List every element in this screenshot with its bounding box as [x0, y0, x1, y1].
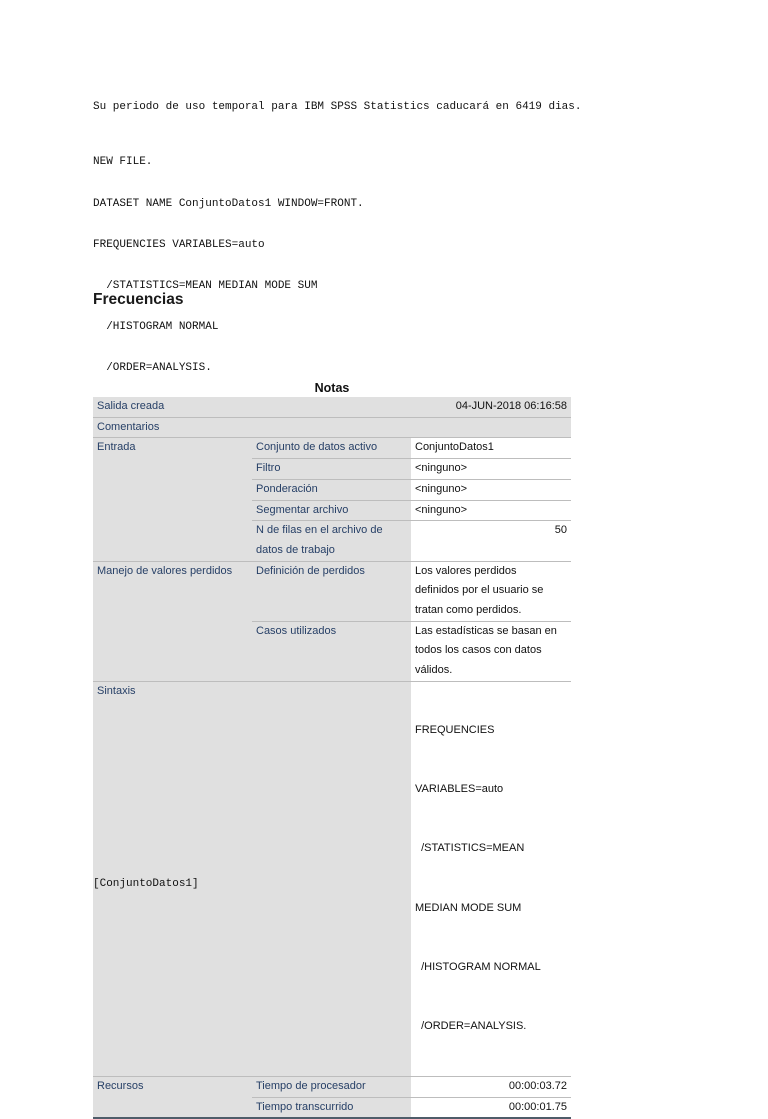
empty-cell	[93, 500, 252, 521]
sub-label-line: datos de trabajo	[256, 543, 335, 556]
table-row	[93, 561, 571, 621]
cell-value: <ninguno>	[411, 459, 571, 480]
empty-cell	[93, 1097, 252, 1118]
value-line: VARIABLES=auto	[415, 783, 504, 796]
row-label: Sintaxis	[93, 681, 252, 1076]
row-label: Comentarios	[93, 417, 252, 438]
section-title: Frecuencias	[93, 291, 184, 308]
table-row	[93, 438, 571, 459]
syntax-line: /STATISTICS=MEAN MEDIAN MODE SUM	[93, 279, 318, 292]
table-row	[93, 621, 571, 681]
row-label: Salida creada	[93, 397, 252, 417]
empty-cell	[93, 459, 252, 480]
empty-cell	[252, 681, 411, 1076]
value-line: válidos.	[415, 664, 453, 677]
table-row	[93, 1097, 571, 1118]
sub-label: Casos utilizados	[252, 621, 411, 681]
value-line: /HISTOGRAM NORMAL	[415, 960, 541, 973]
sub-label: Tiempo de procesador	[252, 1076, 411, 1097]
value-line: /ORDER=ANALYSIS.	[415, 1019, 527, 1032]
table-row	[93, 459, 571, 480]
table-row	[93, 521, 571, 561]
syntax-line: NEW FILE.	[93, 156, 153, 169]
empty-cell	[93, 521, 252, 561]
empty-cell	[252, 397, 411, 417]
empty-cell	[93, 479, 252, 500]
cell-value: 50	[411, 521, 571, 561]
value-line: definidos por el usuario se	[415, 584, 544, 597]
syntax-line: /HISTOGRAM NORMAL	[93, 320, 219, 333]
cell-value	[411, 621, 571, 681]
dataset-tag: [ConjuntoDatos1]	[93, 878, 199, 890]
empty-cell	[411, 417, 571, 438]
sub-label: Filtro	[252, 459, 411, 480]
table-row	[93, 1076, 571, 1097]
syntax-line: FREQUENCIES VARIABLES=auto	[93, 238, 265, 251]
row-label: Entrada	[93, 438, 252, 459]
cell-value: <ninguno>	[411, 479, 571, 500]
table-row	[93, 397, 571, 417]
value-line: tratan como perdidos.	[415, 604, 522, 617]
sub-label: Ponderación	[252, 479, 411, 500]
sub-label: Definición de perdidos	[252, 561, 411, 621]
value-line: /STATISTICS=MEAN	[415, 842, 525, 855]
cell-value: 04-JUN-2018 06:16:58	[411, 397, 571, 417]
syntax-line: DATASET NAME ConjuntoDatos1 WINDOW=FRONT.	[93, 197, 364, 210]
sub-label: Conjunto de datos activo	[252, 438, 411, 459]
table-row	[93, 500, 571, 521]
syntax-line: /ORDER=ANALYSIS.	[93, 361, 212, 374]
syntax-log	[93, 129, 364, 389]
sub-label: Tiempo transcurrido	[252, 1097, 411, 1118]
sub-label	[252, 521, 411, 561]
cell-value: 00:00:03.72	[411, 1076, 571, 1097]
cell-value: 00:00:01.75	[411, 1097, 571, 1118]
table-row	[93, 479, 571, 500]
cell-value	[411, 681, 571, 1076]
value-line: MEDIAN MODE SUM	[415, 901, 522, 914]
notes-grid	[93, 397, 571, 1119]
cell-value	[411, 561, 571, 621]
empty-cell	[93, 621, 252, 681]
sub-label-line: N de filas en el archivo de	[256, 524, 383, 537]
value-line: todos los casos con datos	[415, 644, 542, 657]
value-line: Las estadísticas se basan en	[415, 624, 557, 637]
value-line: FREQUENCIES	[415, 724, 495, 737]
sub-label: Segmentar archivo	[252, 500, 411, 521]
empty-cell	[252, 417, 411, 438]
table-row	[93, 417, 571, 438]
row-label: Manejo de valores perdidos	[93, 561, 252, 621]
row-label: Recursos	[93, 1076, 252, 1097]
cell-value: ConjuntoDatos1	[411, 438, 571, 459]
notes-table	[93, 380, 571, 1119]
cell-value: <ninguno>	[411, 500, 571, 521]
value-line: Los valores perdidos	[415, 564, 517, 577]
trial-notice: Su periodo de uso temporal para IBM SPSS Statistics caducará en 6419 dias.	[93, 101, 582, 113]
notes-title: Notas	[314, 381, 350, 395]
